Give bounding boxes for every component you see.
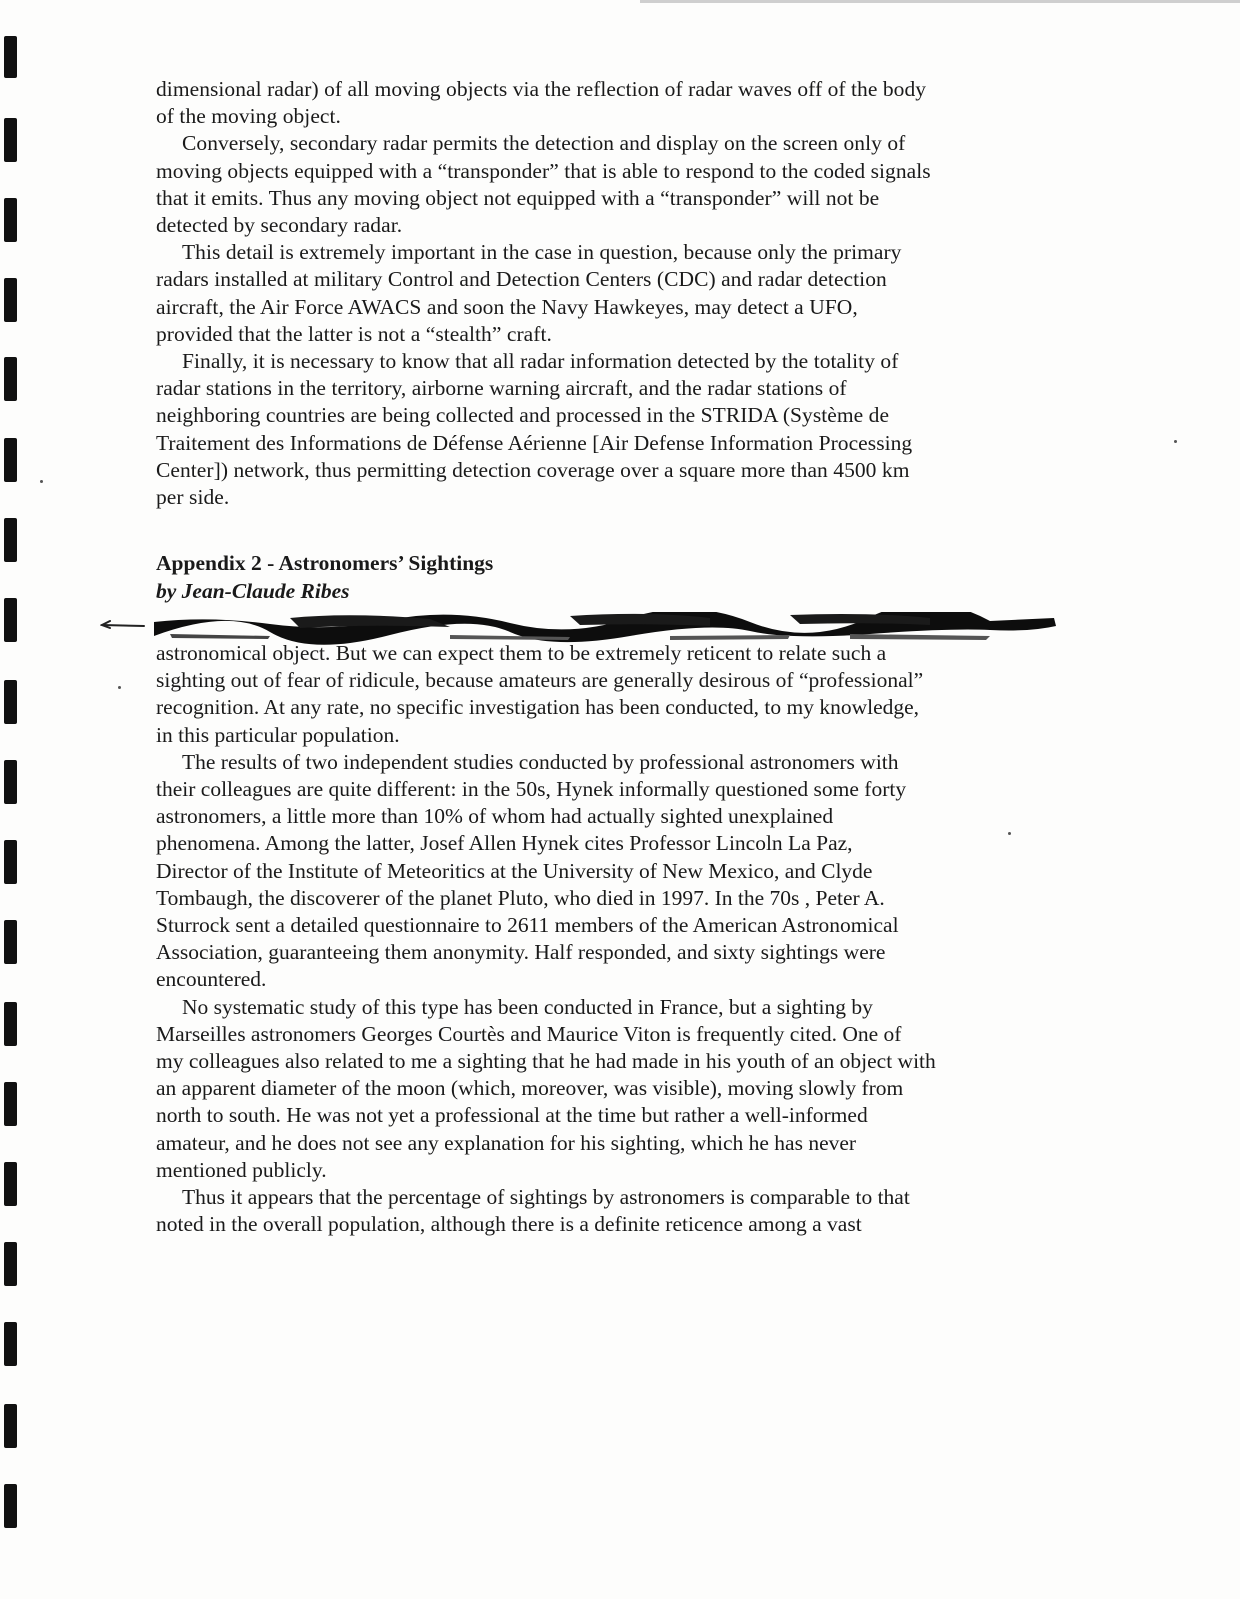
text-line: phenomena. Among the latter, Josef Allen Hynek cites Professor Lincoln La Paz, [156,831,853,856]
page-top-edge [640,0,1240,3]
text-line: Tombaugh, the discoverer of the planet Pluto, who died in 1997. In the 70s , Peter A. [156,885,885,910]
binding-mark [4,518,17,562]
text-line: Finally, it is necessary to know that all radar information detected by the totality of [182,349,899,374]
binding-mark [4,1242,17,1286]
text-line: encountered. [156,967,267,992]
text-line: Director of the Institute of Meteoritics at the University of New Mexico, and Clyde [156,858,873,883]
text-line: my colleagues also related to me a sighting that he had made in his youth of an object with [156,1049,936,1074]
binding-mark [4,680,17,724]
text-line: mentioned publicly. [156,1157,327,1182]
binding-mark [4,1484,17,1528]
text-line: radar stations in the territory, airborne warning aircraft, and the radar stations of [156,376,847,401]
text-line: of the moving object. [156,104,341,129]
text-line: Conversely, secondary radar permits the detection and display on the screen only of [182,131,906,156]
astronomers-section-text [156,640,1056,1238]
text-line: astronomical object. But we can expect them to be extremely reticent to relate such a [156,641,887,665]
binding-mark [4,1002,17,1046]
binding-mark [4,438,17,482]
text-line: aircraft, the Air Force AWACS and soon the Navy Hawkeyes, may detect a UFO, [156,294,858,319]
text-line: This detail is extremely important in the case in question, because only the primary [182,240,902,265]
text-line: noted in the overall population, although there is a definite reticence among a vast [156,1212,862,1237]
scan-speck [1174,440,1177,443]
text-line: Center]) network, thus permitting detection coverage over a square more than 4500 km [156,457,910,482]
appendix-byline: by Jean-Claude Ribes [156,579,350,603]
text-line: Traitement des Informations de Défense Aérienne [Air Defense Information Processing [156,430,913,455]
text-line: Thus it appears that the percentage of sightings by astronomers is comparable to that [182,1185,910,1210]
text-line: detected by secondary radar. [156,213,403,238]
text-line: Marseilles astronomers Georges Courtès and Maurice Viton is frequently cited. One of [156,1021,902,1046]
binding-mark [4,1082,17,1126]
binding-mark [4,357,17,401]
appendix-heading: Appendix 2 - Astronomers’ Sightings [156,551,494,575]
text-line: sighting out of fear of ridicule, because amateurs are generally desirous of “professional” [156,668,924,693]
binding-mark [4,1404,17,1448]
text-line: that it emits. Thus any moving object not equipped with a “transponder” will not be [156,185,880,210]
text-line: in this particular population. [156,722,400,747]
text-line: astronomers, a little more than 10% of whom had actually sighted unexplained [156,804,834,829]
binding-mark [4,36,17,78]
handwritten-arrow-icon [100,618,148,632]
binding-mark [4,598,17,642]
text-line: north to south. He was not yet a professional at the time but rather a well-informed [156,1103,868,1128]
text-line: The results of two independent studies conducted by professional astronomers with [182,749,899,774]
scan-speck [40,480,43,483]
binding-mark [4,920,17,964]
text-line: recognition. At any rate, no specific investigation has been conducted, to my knowledge, [156,695,920,720]
text-line: neighboring countries are being collected and processed in the STRIDA (Système de [156,403,890,428]
binding-mark [4,1322,17,1366]
text-line: amateur, and he does not see any explanation for his sighting, which he has never [156,1130,857,1155]
binding-mark [4,760,17,804]
text-line: per side. [156,485,230,510]
text-line: provided that the latter is not a “stealth” craft. [156,321,552,346]
text-line: their colleagues are quite different: in the 50s, Hynek informally questioned some forty [156,777,907,802]
text-line: dimensional radar) of all moving objects via the reflection of radar waves off of the body [156,77,927,101]
text-line: Sturrock sent a detailed questionnaire to 2611 members of the American Astronomical [156,913,899,938]
text-line: an apparent diameter of the moon (which, moreover, was visible), moving slowly from [156,1076,904,1101]
text-line: radars installed at military Control and Detection Centers (CDC) and radar detection [156,267,887,292]
text-line: Association, guaranteeing them anonymity. Half responded, and sixty sightings were [156,940,886,965]
scan-speck [118,686,121,689]
binding-mark [4,198,17,242]
text-line: moving objects equipped with a “transponder” that is able to respond to the coded signals [156,158,931,183]
binding-mark [4,1162,17,1206]
binding-mark [4,278,17,322]
binding-mark [4,840,17,884]
radar-section-text [156,76,1056,511]
binding-mark [4,118,17,162]
text-line: No systematic study of this type has been conducted in France, but a sighting by [182,994,873,1019]
